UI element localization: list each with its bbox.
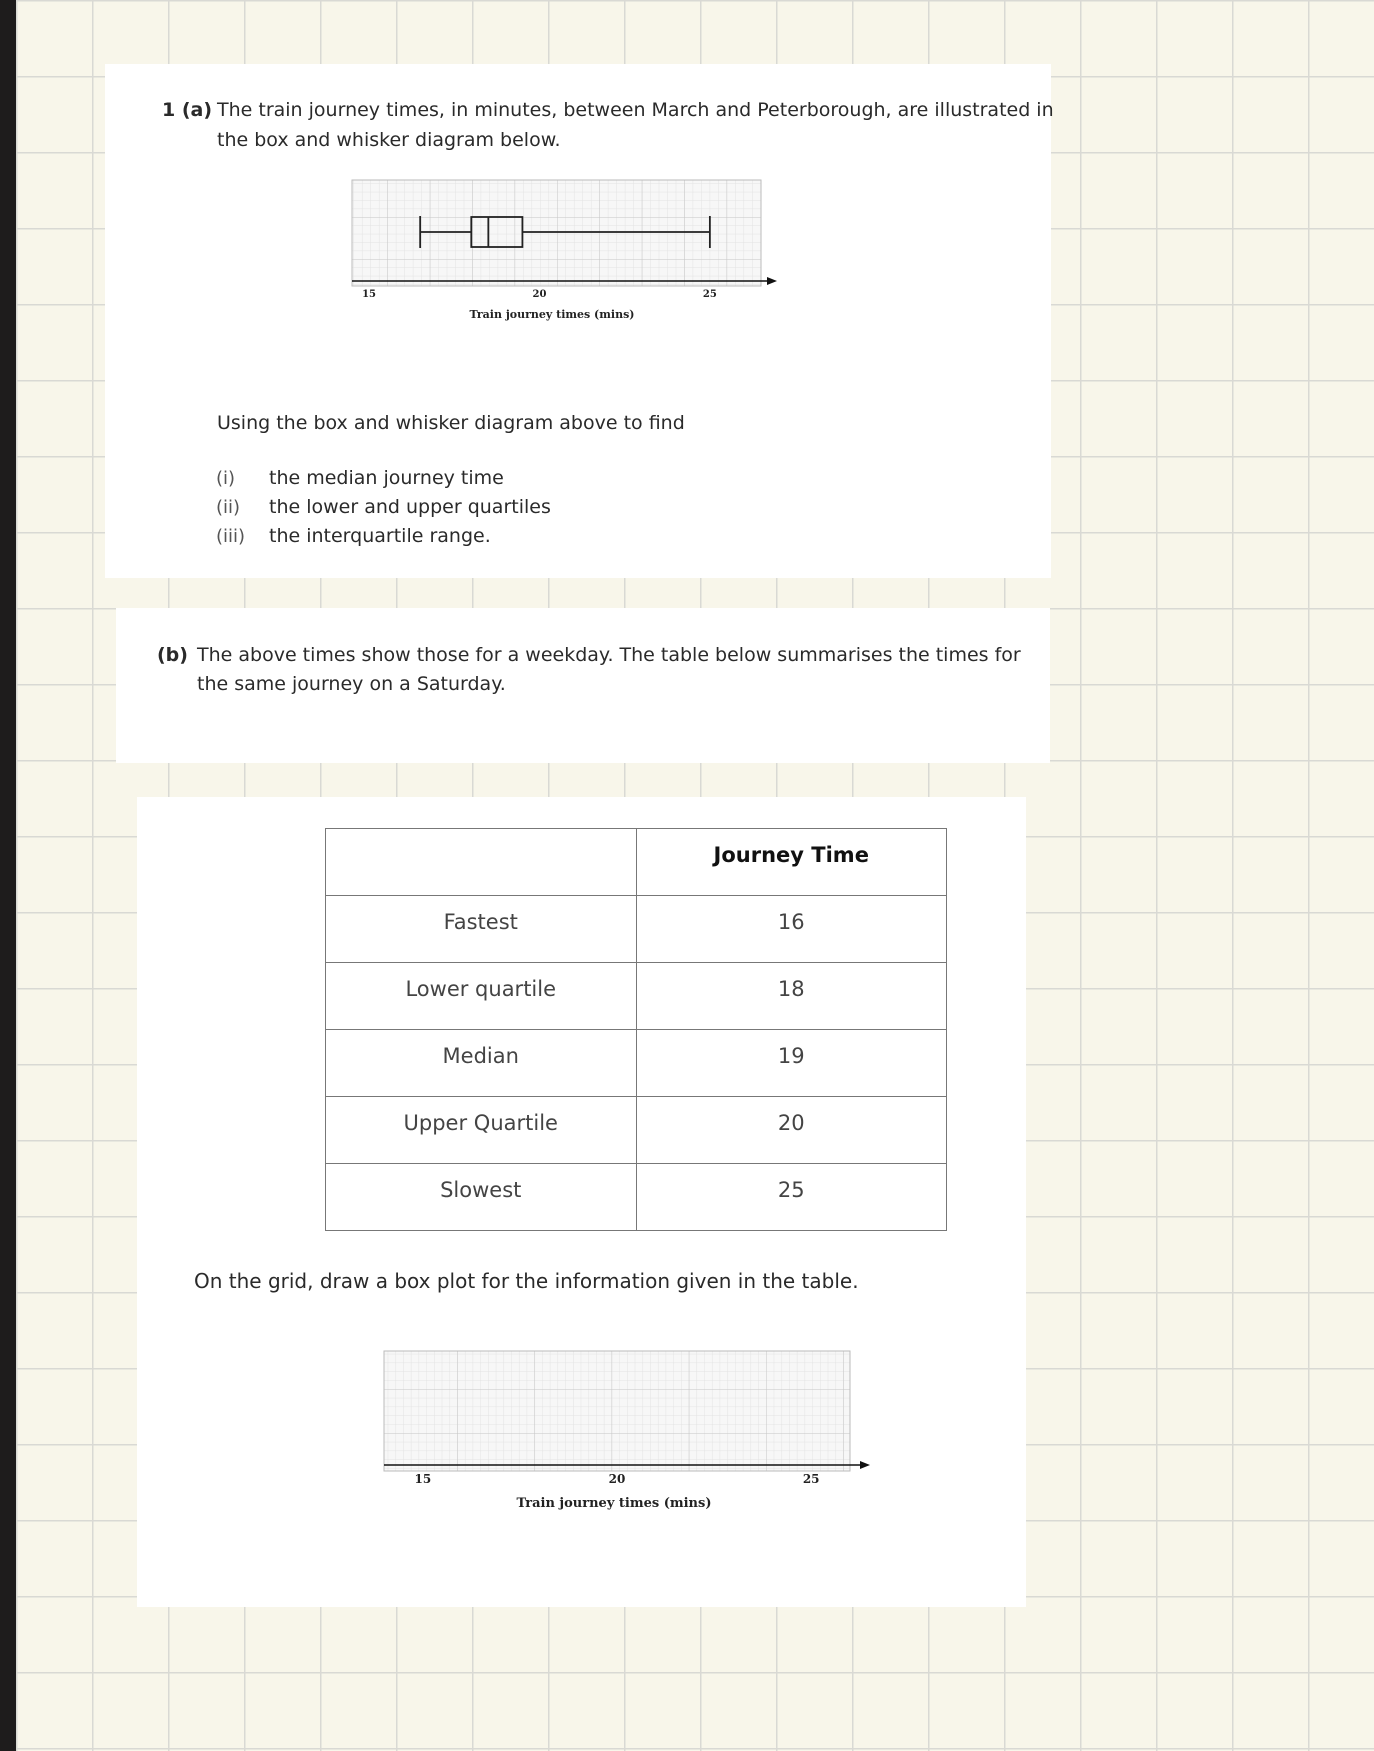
question-a-line1: The train journey times, in minutes, between March and Peterborough, are illustrated in: [217, 99, 1054, 121]
question-b-line2: the same journey on a Saturday.: [197, 673, 506, 695]
instruction-b: On the grid, draw a box plot for the information given in the table.: [194, 1269, 859, 1293]
instruction-a: Using the box and whisker diagram above to find: [217, 412, 685, 434]
tick-labels-b: [414, 1472, 819, 1486]
left-border-strip: [0, 0, 16, 1751]
row-label: Fastest: [326, 896, 637, 963]
table-row: [326, 963, 947, 1030]
sub-label-ii: (ii): [216, 497, 241, 518]
row-label: Upper Quartile: [326, 1097, 637, 1164]
axis-arrow-b: [860, 1461, 870, 1469]
row-label: Median: [326, 1030, 637, 1097]
axis-label-b: Train journey times (mins): [516, 1496, 712, 1511]
weekday-box-plot: [345, 175, 785, 325]
row-label: Slowest: [326, 1164, 637, 1231]
grid-b: [384, 1351, 850, 1471]
tick-label: 15: [414, 1472, 432, 1486]
table-header-row: [326, 829, 947, 896]
table-header-journey-time: Journey Time: [636, 829, 947, 896]
sub-label-iii: (iii): [216, 526, 246, 547]
sub-label-i: (i): [216, 468, 236, 489]
question-b-line1: The above times show those for a weekday. The table below summarises the times for: [197, 644, 1021, 666]
tick-labels-a: [362, 289, 717, 300]
question-number-b: (b): [157, 644, 188, 666]
question-a-line2: the box and whisker diagram below.: [217, 129, 561, 151]
question-number-a: 1 (a): [162, 99, 213, 121]
tick-label: 15: [362, 289, 377, 300]
row-value: 25: [636, 1164, 947, 1231]
tick-label: 20: [608, 1472, 626, 1486]
tick-label: 20: [532, 289, 547, 300]
row-value: 18: [636, 963, 947, 1030]
sub-text-i: the median journey time: [269, 467, 504, 489]
row-label: Lower quartile: [326, 963, 637, 1030]
row-value: 20: [636, 1097, 947, 1164]
row-value: 16: [636, 896, 947, 963]
saturday-answer-grid: [380, 1345, 880, 1515]
table-row: [326, 1164, 947, 1231]
table-row: [326, 1097, 947, 1164]
row-value: 19: [636, 1030, 947, 1097]
tick-label: 25: [702, 289, 717, 300]
sub-text-iii: the interquartile range.: [269, 525, 491, 547]
tick-label: 25: [802, 1472, 820, 1486]
table-row: [326, 896, 947, 963]
table-row: [326, 1030, 947, 1097]
table-header-blank: [326, 829, 637, 896]
grid-a: [352, 180, 761, 286]
sub-text-ii: the lower and upper quartiles: [269, 496, 551, 518]
saturday-summary-table: [325, 828, 947, 1231]
axis-label-a: Train journey times (mins): [469, 308, 635, 321]
axis-arrow-a: [767, 277, 777, 285]
